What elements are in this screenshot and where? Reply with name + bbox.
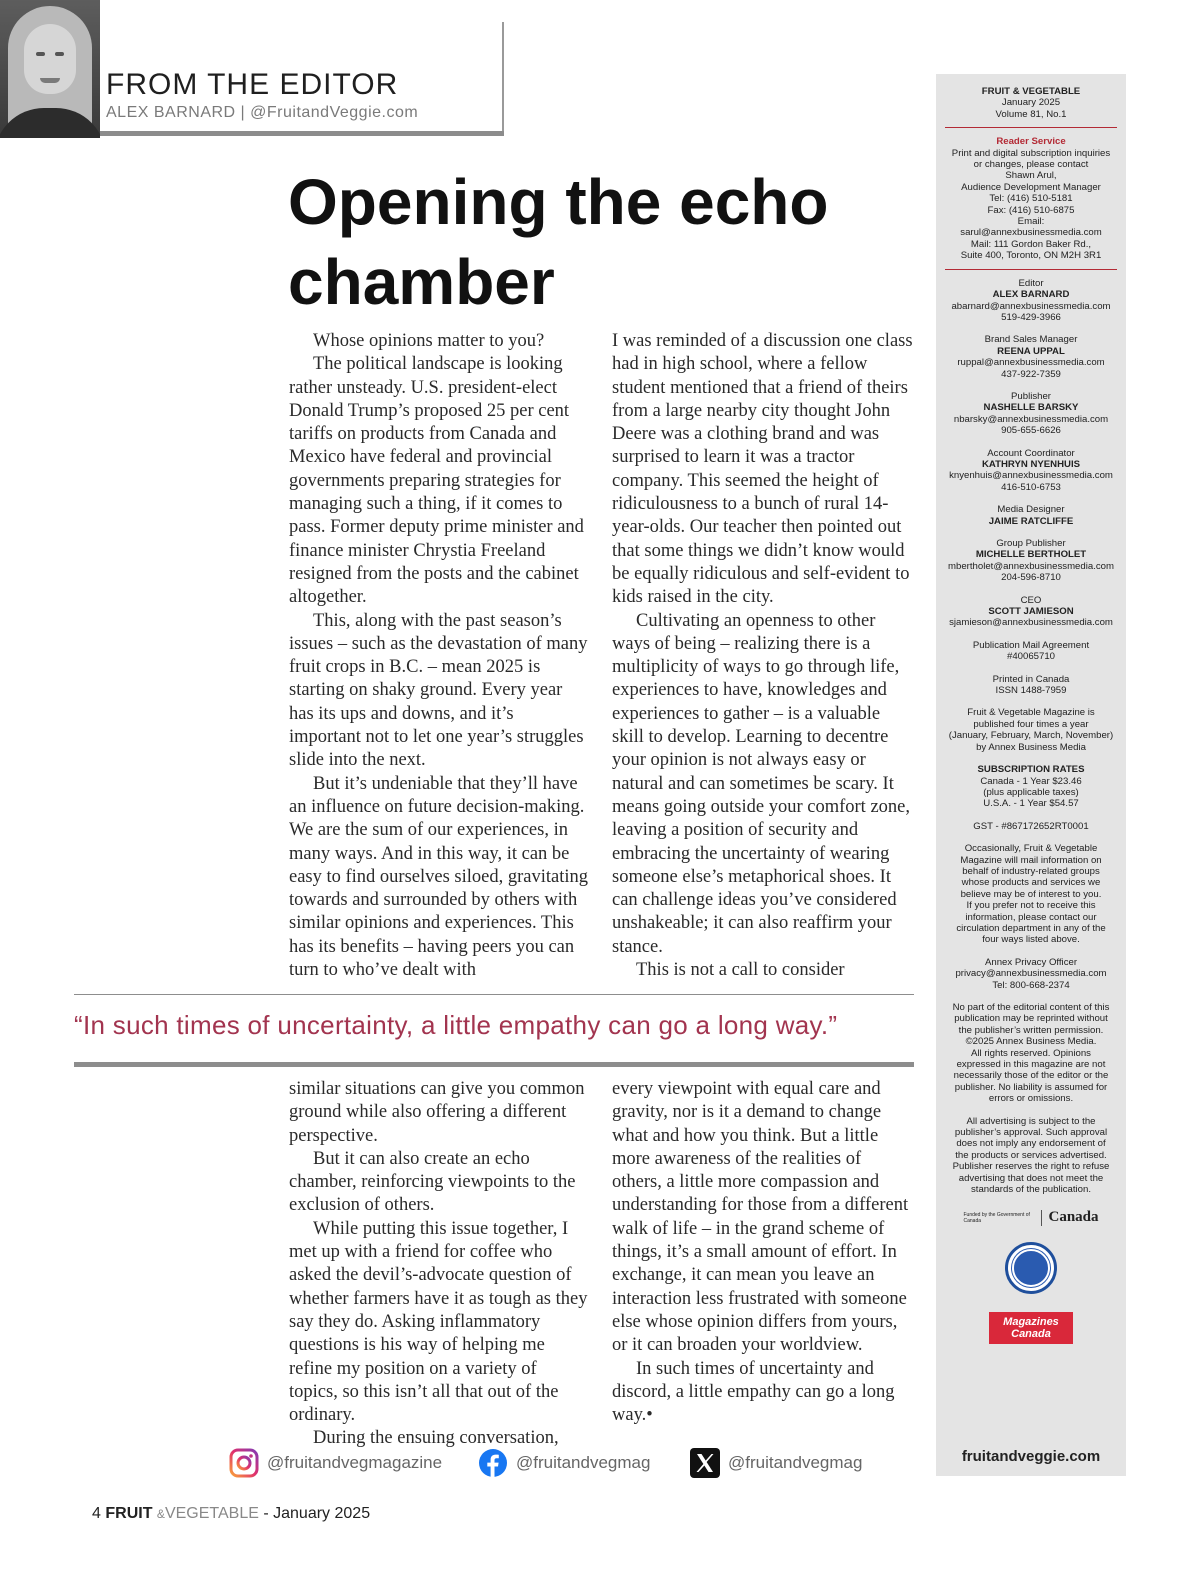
masthead-line: ©2025 Annex Business Media. [965, 1036, 1097, 1048]
staff-phone: 905-655-6626 [1001, 425, 1061, 437]
masthead-line: advertising that does not meet the [958, 1172, 1104, 1184]
header-rule-vertical [502, 22, 504, 136]
staff-name: MICHELLE BERTHOLET [975, 549, 1087, 561]
masthead-line: Mail: 111 Gordon Baker Rd., [970, 238, 1092, 250]
privacy-officer [936, 957, 1126, 991]
masthead-title: FRUIT & VEGETABLE [981, 86, 1081, 97]
page-number: 4 [92, 1505, 101, 1522]
staff-entry [936, 538, 1126, 584]
print-info [936, 674, 1126, 697]
pullquote-rule-bottom [74, 1062, 914, 1067]
staff-email: nbarsky@annexbusinessmedia.com [953, 413, 1109, 425]
staff-role: Media Designer [997, 504, 1065, 516]
rates-heading: SUBSCRIPTION RATES [977, 764, 1085, 776]
funded-text: Funded by the Government of Canada [963, 1211, 1030, 1224]
masthead-line: does not imply any endorsement of [956, 1138, 1106, 1150]
masthead-line: by Annex Business Media [976, 741, 1086, 753]
staff-name: REENA UPPAL [997, 345, 1065, 357]
masthead-line: publisher. No liability is assumed for [954, 1081, 1108, 1093]
masthead-line: circulation department in any of the [956, 922, 1106, 934]
instagram-link[interactable] [229, 1446, 442, 1480]
masthead-line: privacy@annexbusinessmedia.com [955, 968, 1107, 980]
paragraph: The political landscape is looking rather unsteady. U.S. president-elect Donald Trump’s proposed 25 per cent tariffs on products from Canada and Mexico have federal and provincial governments preparing strategies for managing such a thing, if it comes to pass. Former deputy prime minister and finance minister Chrystia Freeland resigned from the posts and the cabinet altogether. [289, 354, 584, 608]
masthead-line: errors or omissions. [988, 1093, 1074, 1105]
folio-vegetable: VEGETABLE [164, 1505, 259, 1522]
staff-email: knyenhuis@annexbusinessmedia.com [949, 470, 1113, 482]
masthead-line: the publisher’s written permission. [958, 1024, 1104, 1036]
masthead-line: sarul@annexbusinessmedia.com [960, 227, 1102, 239]
x-icon [690, 1448, 720, 1478]
staff-phone: 416-510-6753 [1001, 481, 1061, 493]
pullquote-rule-top [74, 994, 914, 995]
masthead-line: If you prefer not to receive this [966, 900, 1096, 912]
paragraph: This, along with the past season’s issues – such as the devastation of many fruit crops in B.C. – mean 2025 is starting on shaky ground. Every year has its ups and downs, and it’s important not to let one year’s struggles slide into the next. [289, 610, 588, 771]
masthead-line: four ways listed above. [982, 934, 1080, 946]
masthead [936, 74, 1126, 1476]
section-title: FROM THE EDITOR [106, 68, 399, 101]
government-funding [936, 1210, 1126, 1226]
paragraph: similar situations can give you common ground while also offering a different perspective. [289, 1079, 585, 1146]
masthead-line: Fax: (416) 510-6875 [987, 204, 1075, 216]
facebook-link[interactable] [478, 1446, 650, 1480]
masthead-line: published four times a year [973, 718, 1089, 730]
staff-role: Editor [1018, 277, 1044, 289]
staff-role: Publisher [1011, 390, 1051, 402]
masthead-line: All rights reserved. Opinions [971, 1047, 1091, 1059]
masthead-line: Magazine will mail information on [960, 854, 1102, 866]
paragraph: In such times of uncertainty and discord, a little empathy can go a long way.• [612, 1358, 895, 1426]
masthead-line: Annex Privacy Officer [984, 956, 1078, 968]
subscription-rates [936, 764, 1126, 810]
masthead-line: Tel: (416) 510-5181 [989, 193, 1073, 205]
masthead-volume: Volume 81, No.1 [995, 108, 1067, 120]
page-folio [92, 1505, 370, 1523]
staff-name: KATHRYN NYENHUIS [981, 458, 1081, 470]
masthead-line: expressed in this magazine are not [956, 1059, 1106, 1071]
staff-role: CEO [1020, 594, 1042, 606]
masthead-rule [945, 127, 1117, 128]
paragraph: But it’s undeniable that they’ll have an influence on future decision-making. We are the sum of our experiences, in many ways. And in this way, it can be easy to find ourselves siloed, gravitating towards and surrounded by others with similar opinions and experiences. This has its benefits – having peers you can turn to who’ve dealt with [289, 773, 589, 981]
staff-name: SCOTT JAMIESON [988, 606, 1074, 618]
masthead-line: No part of the editorial content of this [952, 1002, 1110, 1013]
staff-name: JAIME RATCLIFFE [988, 515, 1074, 527]
staff-entry [936, 391, 1126, 437]
magazines-canada-logo: Magazines Canada [989, 1312, 1073, 1344]
staff-role: Brand Sales Manager [984, 334, 1078, 346]
staff-phone: 437-922-7359 [1001, 368, 1061, 380]
masthead-rule [945, 269, 1117, 270]
staff-name: NASHELLE BARSKY [983, 402, 1079, 414]
masthead-line: Email: [1017, 216, 1045, 228]
staff-name: ALEX BARNARD [992, 289, 1070, 301]
paragraph: During the ensuing conversation, [313, 1428, 559, 1449]
masthead-line: Suite 400, Toronto, ON M2H 3R1 [960, 250, 1102, 262]
x-link[interactable] [690, 1446, 862, 1480]
masthead-line: (plus applicable taxes) [983, 786, 1079, 798]
folio-fruit: FRUIT [105, 1505, 153, 1522]
masthead-line: Print and digital subscription inquiries [951, 147, 1111, 159]
staff-phone: 204-596-8710 [1001, 572, 1061, 584]
masthead-line: necessarily those of the editor or the [953, 1070, 1109, 1082]
masthead-line: publication may be reprinted without [954, 1013, 1108, 1025]
article-column-4 [612, 1078, 914, 1427]
canada-wordmark: Canada [1048, 1208, 1099, 1225]
rates-list [936, 776, 1126, 810]
masthead-line: standards of the publication. [970, 1184, 1091, 1196]
masthead-line: Publisher reserves the right to refuse [952, 1161, 1110, 1173]
staff-role: Group Publisher [996, 538, 1066, 549]
paragraph: I was reminded of a discussion one class had in high school, where a fellow student mentioned that a friend of theirs from a large nearby city thought John Deere was a clothing brand and was surprised to learn it was a tractor company. This seemed the height of ridiculousness to a bunch of rural 14-year-olds. Our teacher then pointed out that some things we didn’t know would be equally ridiculous and self-evident to kids raised in the city. [612, 331, 913, 608]
staff-list [936, 278, 1126, 629]
masthead-line: believe may be of interest to you. [960, 888, 1102, 900]
staff-phone: 519-429-3966 [1001, 311, 1061, 323]
staff-entry [936, 448, 1126, 494]
gst-number: GST - #867172652RT0001 [973, 820, 1089, 832]
paragraph: Whose opinions matter to you? [313, 331, 545, 351]
folio-date: - January 2025 [263, 1505, 371, 1522]
masthead-issue: January 2025 [1001, 97, 1061, 109]
reader-service [936, 148, 1126, 262]
masthead-line: Shawn Arul, [1005, 170, 1057, 182]
staff-email: ruppal@annexbusinessmedia.com [957, 357, 1105, 369]
masthead-line: the products or services advertised. [955, 1149, 1107, 1161]
paragraph: Cultivating an openness to other ways of being – realizing there is a multiplicity of ways to go through life, experiences to have, knowledges and experiences to gather – is a valuable skill to develop. Learning to decentre your opinion is not always easy or natural and can sometimes be scary. It means going outside your comfort zone, leaving a position of security and embracing the uncertainty of wearing someone else’s metaphorical shoes. It can challenge ideas you’ve considered unshakeable; it can also reaffirm your stance. [612, 610, 910, 957]
staff-email: sjamieson@annexbusinessmedia.com [949, 617, 1113, 629]
privacy-note [936, 843, 1126, 946]
masthead-line: Canada - 1 Year $23.46 [980, 775, 1082, 787]
masthead-line: Tel: 800-668-2374 [992, 979, 1070, 991]
website-link[interactable]: fruitandveggie.com [961, 1447, 1101, 1465]
mail-agreement-number: #40065710 [1006, 651, 1056, 663]
staff-email: mbertholet@annexbusinessmedia.com [948, 560, 1114, 572]
paragraph: This is not a call to consider [636, 960, 845, 981]
editor-photo [0, 0, 100, 138]
headline: Opening the echo chamber [288, 166, 829, 318]
printed-in: Printed in Canada [992, 673, 1070, 685]
paragraph: But it can also create an echo chamber, reinforcing viewpoints to the exclusion of others. [289, 1148, 576, 1216]
staff-entry [936, 334, 1126, 380]
masthead-line: behalf of industry-related groups [962, 865, 1100, 877]
paragraph: While putting this issue together, I met up with a friend for coffee who asked the devil’s-advocate question of whether farmers have it as tough as they say they do. Asking inflammatory questions is his way of helping me refine my position on a variety of topics, so this isn’t all that out of the ordinary. [289, 1218, 588, 1426]
article-column-3 [289, 1078, 589, 1451]
masthead-line: Occasionally, Fruit & Vegetable [964, 843, 1098, 855]
facebook-handle: @fruitandvegmag [516, 1453, 651, 1472]
masthead-line: (January, February, March, November) [948, 730, 1114, 742]
byline: ALEX BARNARD | @FruitandVeggie.com [106, 104, 419, 121]
staff-entry [936, 504, 1126, 527]
frequency-note [936, 707, 1126, 753]
mail-agreement-label: Publication Mail Agreement [972, 639, 1090, 651]
staff-entry [936, 278, 1126, 324]
masthead-line: or changes, please contact [973, 159, 1089, 171]
certification-badge-icon [1005, 1242, 1057, 1294]
article-column-1 [289, 330, 589, 982]
x-handle: @fruitandvegmag [728, 1453, 863, 1472]
masthead-line: All advertising is subject to the [966, 1115, 1096, 1127]
masthead-line: whose products and services we [961, 877, 1101, 889]
staff-entry [936, 595, 1126, 629]
pullquote: “In such times of uncertainty, a little empathy can go a long way.” [74, 1010, 838, 1040]
instagram-handle: @fruitandvegmagazine [267, 1453, 443, 1472]
staff-email: abarnard@annexbusinessmedia.com [951, 300, 1111, 312]
advertising-note [936, 1116, 1126, 1196]
masthead-line: U.S.A. - 1 Year $54.57 [983, 798, 1079, 810]
masthead-line: publisher’s approval. Such approval [954, 1127, 1108, 1139]
staff-role: Account Coordinator [987, 447, 1075, 459]
instagram-icon [229, 1448, 259, 1478]
folio-amp: & [156, 1507, 165, 1521]
header-rule-horizontal [100, 131, 504, 136]
masthead-line: Audience Development Manager [961, 181, 1101, 193]
masthead-line: information, please contact our [965, 911, 1097, 923]
facebook-icon [478, 1448, 508, 1478]
copyright-note [936, 1002, 1126, 1105]
paragraph: every viewpoint with equal care and gravity, nor is it a demand to change what and how you think. But a little more awareness of the realities of others, a little more compassion and understanding for those from a different walk of life – in the grand scheme of things, it’s a small amount of effort. In exchange, it can mean you leave an interaction less frustrated with someone else whose opinion differs from yours, or it can broaden your worldview. [612, 1079, 909, 1356]
article-column-2 [612, 330, 914, 982]
mail-agreement [936, 640, 1126, 663]
masthead-line: Fruit & Vegetable Magazine is [967, 707, 1095, 719]
issn: ISSN 1488-7959 [995, 685, 1067, 697]
reader-service-heading: Reader Service [996, 136, 1066, 148]
